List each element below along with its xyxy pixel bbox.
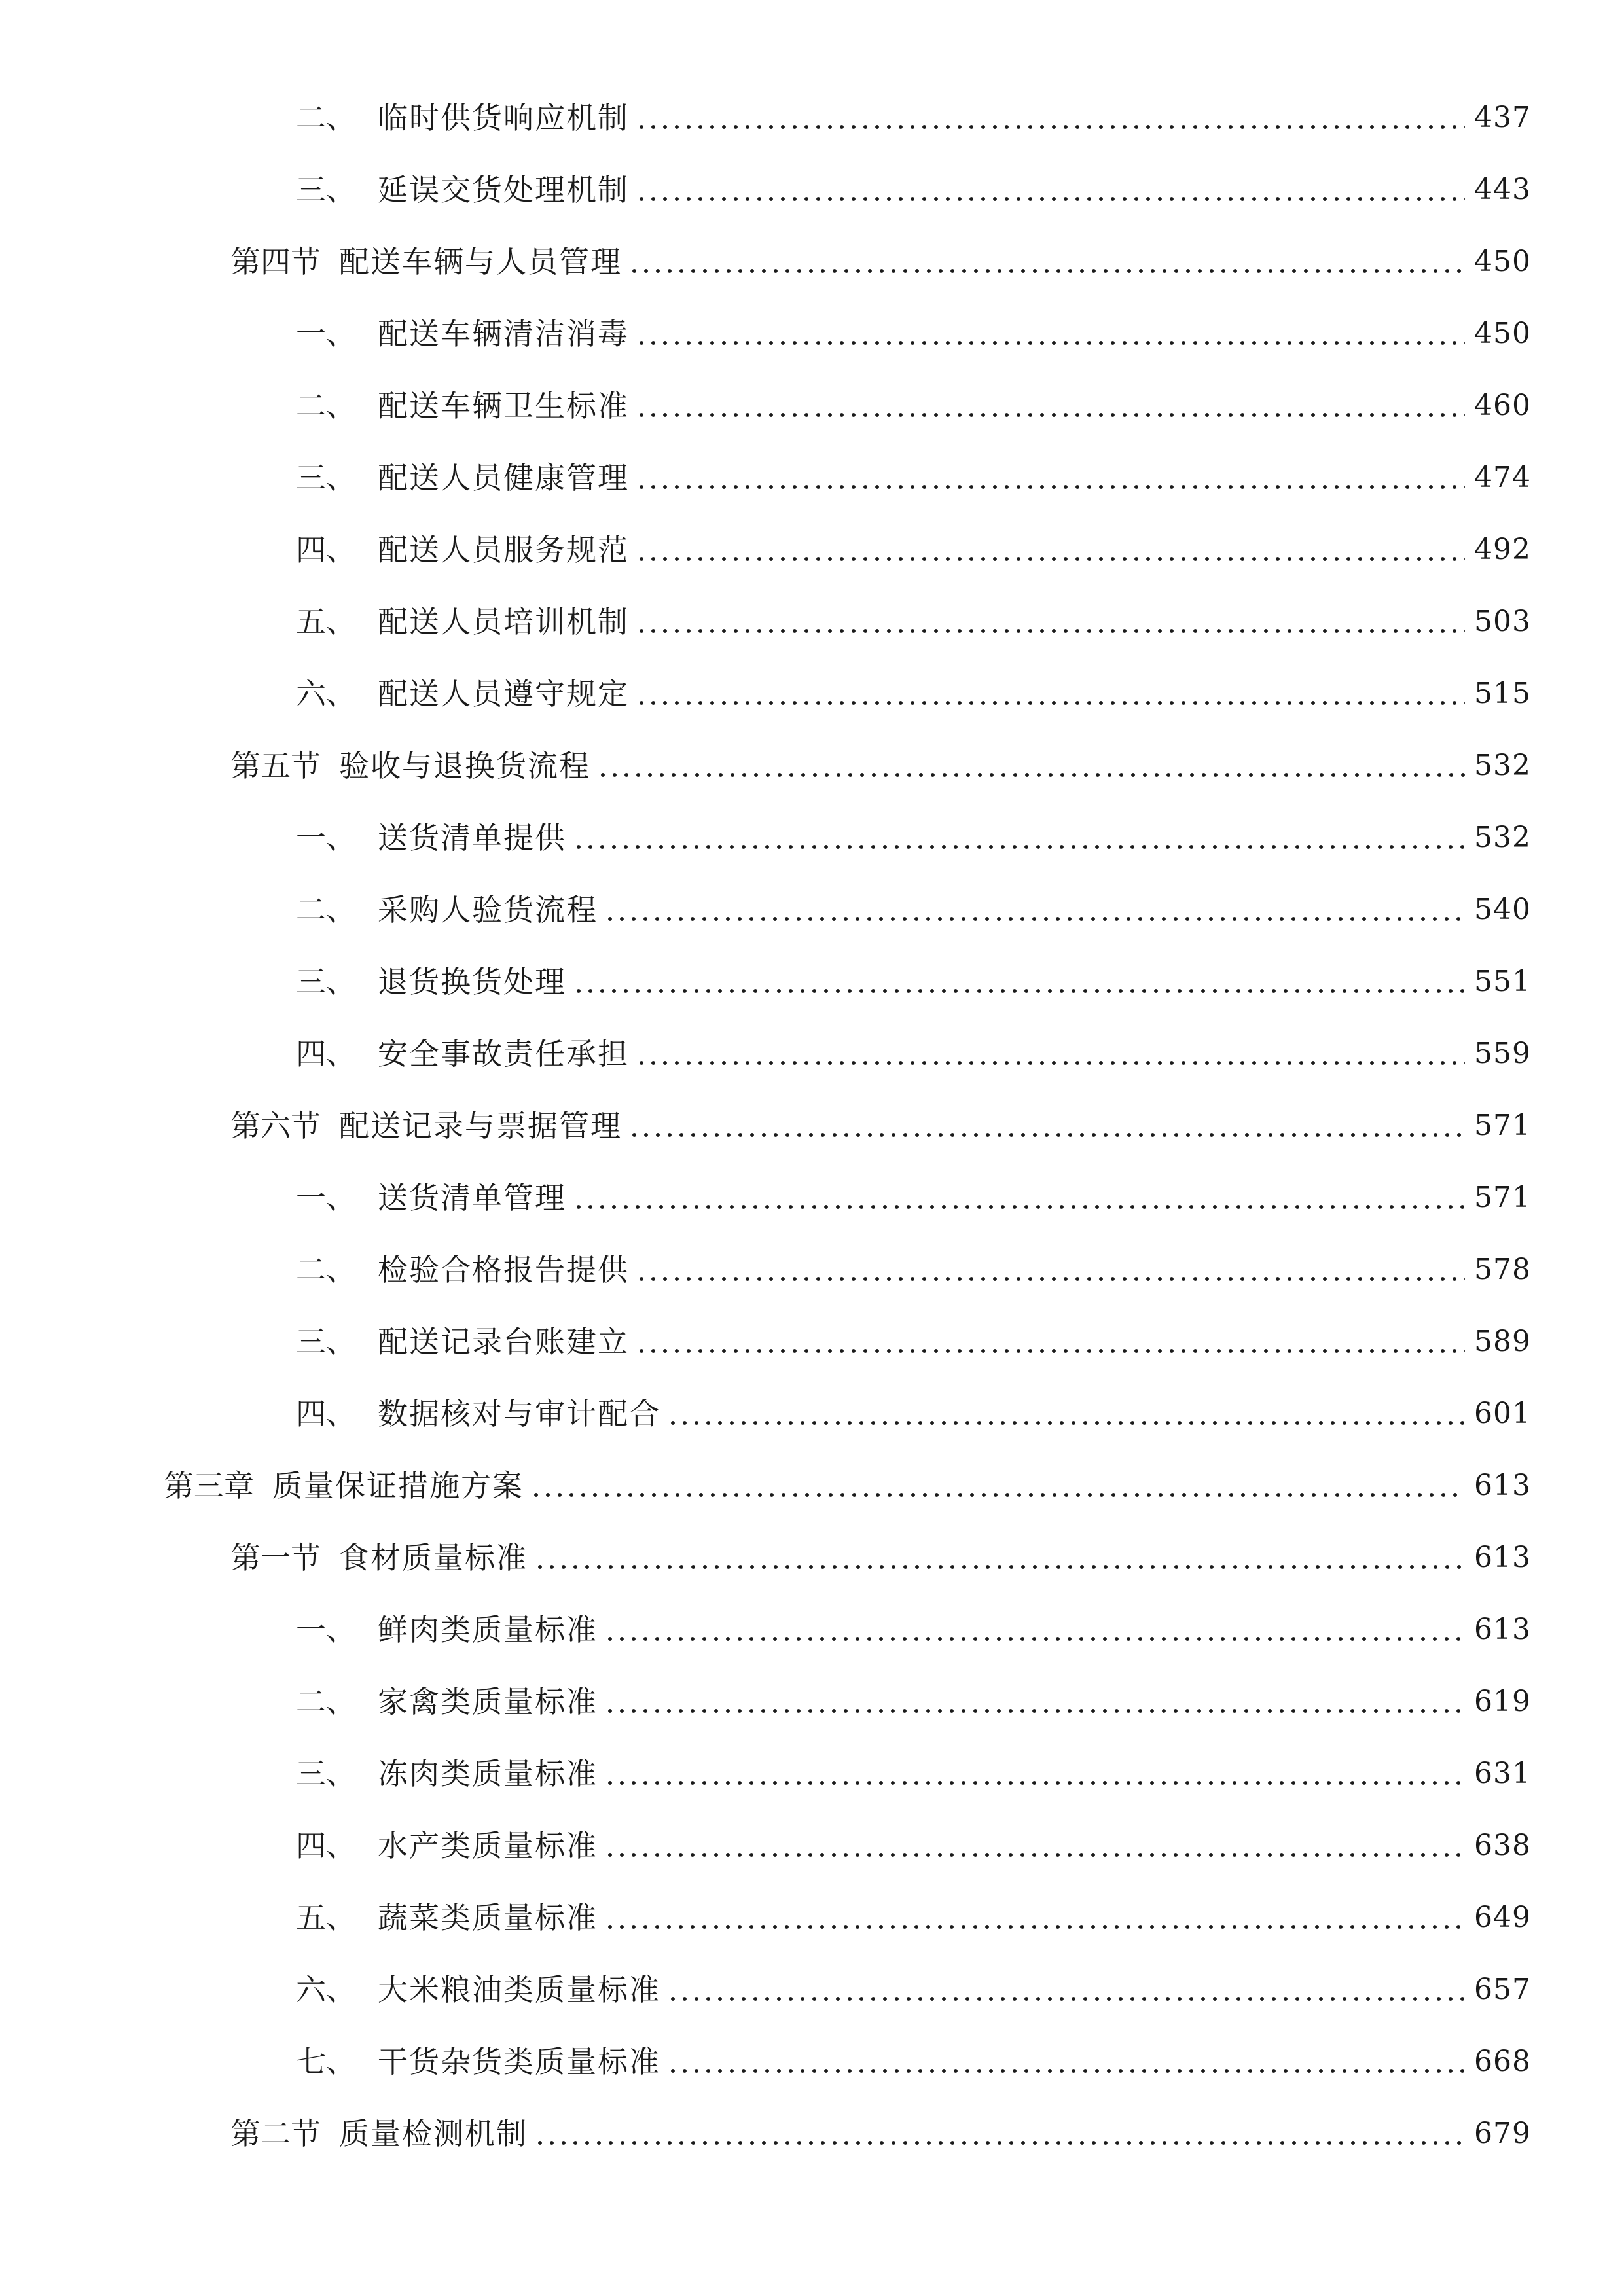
dot-leader: [667, 2036, 1465, 2088]
toc-entry[interactable]: [296, 452, 1531, 504]
toc-entry-page: 679: [1474, 2117, 1531, 2150]
toc-entry-title: 质量保证措施方案: [272, 1468, 524, 1503]
toc-entry-page: 613: [1474, 1541, 1531, 1574]
toc-entry-title: 退货换货处理: [378, 964, 566, 999]
toc-entry-number: 第三章: [164, 1468, 254, 1503]
toc-entry-number: 五、: [296, 1900, 356, 1935]
toc-entry-number: 三、: [296, 1756, 356, 1791]
toc-entry-page: 613: [1474, 1613, 1531, 1646]
toc-entry[interactable]: [230, 1100, 1531, 1152]
toc-entry-title: 配送记录台账建立: [378, 1324, 629, 1359]
dot-leader: [636, 1316, 1465, 1368]
dot-leader: [636, 164, 1465, 216]
toc-entry-page: 450: [1474, 317, 1531, 350]
toc-entry-title: 水产类质量标准: [378, 1828, 598, 1863]
toc-entry-title: 配送车辆卫生标准: [378, 388, 629, 423]
toc-entry-number: 一、: [296, 1180, 356, 1215]
toc-entry-title: 食材质量标准: [339, 1540, 528, 1575]
toc-entry-number: 一、: [296, 1612, 356, 1647]
dot-leader: [573, 956, 1465, 1008]
toc-entry-page: 668: [1474, 2045, 1531, 2078]
toc-entry-page: 450: [1474, 245, 1531, 278]
toc-entry-number: 四、: [296, 1396, 356, 1431]
toc-entry[interactable]: [296, 1748, 1531, 1800]
toc-entry-number: 四、: [296, 532, 356, 567]
toc-entry-number: 二、: [296, 100, 356, 135]
toc-entry-title: 配送人员服务规范: [378, 532, 629, 567]
toc-entry[interactable]: [296, 380, 1531, 432]
toc-entry-title: 配送车辆清洁消毒: [378, 316, 629, 351]
toc-entry-title: 送货清单提供: [378, 820, 566, 855]
toc-entry[interactable]: [296, 524, 1531, 576]
toc-entry[interactable]: [296, 956, 1531, 1008]
toc-entry[interactable]: [296, 1172, 1531, 1224]
toc-entry-title: 蔬菜类质量标准: [378, 1900, 598, 1935]
toc-entry[interactable]: [230, 2108, 1531, 2160]
toc-entry-page: 571: [1474, 1181, 1531, 1214]
toc-entry-title: 鲜肉类质量标准: [378, 1612, 598, 1647]
toc-entry-number: 五、: [296, 604, 356, 639]
toc-entry-title: 延误交货处理机制: [378, 172, 629, 207]
toc-entry-page: 532: [1474, 821, 1531, 854]
toc-entry[interactable]: [296, 1676, 1531, 1728]
toc-entry-page: 503: [1474, 605, 1531, 638]
toc-entry-title: 临时供货响应机制: [378, 100, 629, 135]
dot-leader: [534, 2108, 1465, 2160]
toc-entry-number: 六、: [296, 1972, 356, 2007]
dot-leader: [636, 524, 1465, 576]
toc-entry-page: 613: [1474, 1469, 1531, 1502]
toc-entry-title: 安全事故责任承担: [378, 1036, 629, 1071]
toc-entry-number: 七、: [296, 2044, 356, 2079]
toc-entry-page: 515: [1474, 677, 1531, 710]
toc-entry[interactable]: [296, 668, 1531, 720]
toc-entry[interactable]: [296, 308, 1531, 360]
toc-entry-title: 配送车辆与人员管理: [339, 244, 622, 279]
toc-entry-page: 649: [1474, 1901, 1531, 1934]
toc-entry[interactable]: [296, 884, 1531, 936]
dot-leader: [534, 1532, 1465, 1584]
toc-entry[interactable]: [296, 1892, 1531, 1944]
toc-entry-title: 配送人员健康管理: [378, 460, 629, 495]
dot-leader: [573, 812, 1465, 864]
toc-entry-title: 冻肉类质量标准: [378, 1756, 598, 1791]
toc-entry[interactable]: [296, 1604, 1531, 1656]
toc-entry-number: 二、: [296, 1252, 356, 1287]
dot-leader: [604, 1604, 1465, 1656]
dot-leader: [636, 380, 1465, 432]
toc-entry-page: 657: [1474, 1973, 1531, 2006]
toc-entry-page: 437: [1474, 101, 1531, 134]
toc-entry[interactable]: [296, 1388, 1531, 1440]
toc-entry-number: 四、: [296, 1828, 356, 1863]
toc-entry-title: 配送人员遵守规定: [378, 676, 629, 711]
toc-entry-title: 采购人验货流程: [378, 892, 598, 927]
dot-leader: [636, 596, 1465, 648]
toc-entry[interactable]: [296, 1820, 1531, 1872]
toc-entry-number: 二、: [296, 892, 356, 927]
dot-leader: [604, 1820, 1465, 1872]
toc-entry-page: 559: [1474, 1037, 1531, 1070]
toc-entry-page: 589: [1474, 1325, 1531, 1358]
dot-leader: [604, 1676, 1465, 1728]
toc-entry-page: 578: [1474, 1253, 1531, 1286]
toc-entry-number: 一、: [296, 316, 356, 351]
toc-entry-title: 配送记录与票据管理: [339, 1108, 622, 1143]
toc-entry-number: 第四节: [230, 244, 321, 279]
toc-entry-number: 三、: [296, 460, 356, 495]
toc-entry-page: 601: [1474, 1397, 1531, 1430]
toc-entry[interactable]: [230, 1532, 1531, 1584]
toc-entry-page: 474: [1474, 461, 1531, 494]
dot-leader: [636, 308, 1465, 360]
toc-entry-title: 数据核对与审计配合: [378, 1396, 660, 1431]
toc-entry[interactable]: [230, 740, 1531, 792]
dot-leader: [636, 1244, 1465, 1296]
toc-entry[interactable]: [296, 1244, 1531, 1296]
dot-leader: [667, 1388, 1465, 1440]
dot-leader: [628, 236, 1465, 288]
toc-entry[interactable]: [296, 1316, 1531, 1368]
toc-entry-page: 571: [1474, 1109, 1531, 1142]
toc-entry[interactable]: [296, 1028, 1531, 1080]
toc-entry[interactable]: [296, 1964, 1531, 2016]
toc-entry-title: 送货清单管理: [378, 1180, 566, 1215]
dot-leader: [573, 1172, 1465, 1224]
toc-entry[interactable]: [230, 236, 1531, 288]
toc-entry-page: 631: [1474, 1757, 1531, 1790]
toc-entry-number: 六、: [296, 676, 356, 711]
toc-entry-number: 四、: [296, 1036, 356, 1071]
toc-entry-number: 二、: [296, 1684, 356, 1719]
dot-leader: [636, 452, 1465, 504]
toc-entry-page: 460: [1474, 389, 1531, 422]
toc-entry-number: 第二节: [230, 2116, 321, 2151]
toc-entry-page: 443: [1474, 173, 1531, 206]
toc-entry[interactable]: [164, 1460, 1531, 1512]
toc-entry[interactable]: [296, 92, 1531, 144]
toc-entry-title: 验收与退换货流程: [339, 748, 590, 783]
dot-leader: [667, 1964, 1465, 2016]
dot-leader: [636, 1028, 1465, 1080]
dot-leader: [604, 1892, 1465, 1944]
dot-leader: [604, 884, 1465, 936]
toc-entry-title: 大米粮油类质量标准: [378, 1972, 660, 2007]
toc-entry-page: 532: [1474, 749, 1531, 782]
toc-entry[interactable]: [296, 596, 1531, 648]
toc-entry-number: 第五节: [230, 748, 321, 783]
toc-entry[interactable]: [296, 2036, 1531, 2088]
toc-entry-title: 家禽类质量标准: [378, 1684, 598, 1719]
toc-entry-number: 第六节: [230, 1108, 321, 1143]
toc-entry-title: 质量检测机制: [339, 2116, 528, 2151]
toc-entry-number: 第一节: [230, 1540, 321, 1575]
toc-entry-title: 配送人员培训机制: [378, 604, 629, 639]
dot-leader: [530, 1460, 1465, 1512]
dot-leader: [597, 740, 1465, 792]
dot-leader: [628, 1100, 1465, 1152]
toc-entry-page: 551: [1474, 965, 1531, 998]
toc-entry[interactable]: [296, 164, 1531, 216]
toc-entry-title: 检验合格报告提供: [378, 1252, 629, 1287]
toc-entry-number: 三、: [296, 1324, 356, 1359]
toc-entry-page: 540: [1474, 893, 1531, 926]
toc-entry[interactable]: [296, 812, 1531, 864]
toc-entry-page: 638: [1474, 1829, 1531, 1862]
toc-entry-page: 492: [1474, 533, 1531, 566]
toc-entry-number: 一、: [296, 820, 356, 855]
toc-entry-number: 三、: [296, 964, 356, 999]
toc-entry-number: 二、: [296, 388, 356, 423]
dot-leader: [636, 92, 1465, 144]
toc-entry-number: 三、: [296, 172, 356, 207]
dot-leader: [604, 1748, 1465, 1800]
toc-entry-title: 干货杂货类质量标准: [378, 2044, 660, 2079]
toc-entry-page: 619: [1474, 1685, 1531, 1718]
dot-leader: [636, 668, 1465, 720]
